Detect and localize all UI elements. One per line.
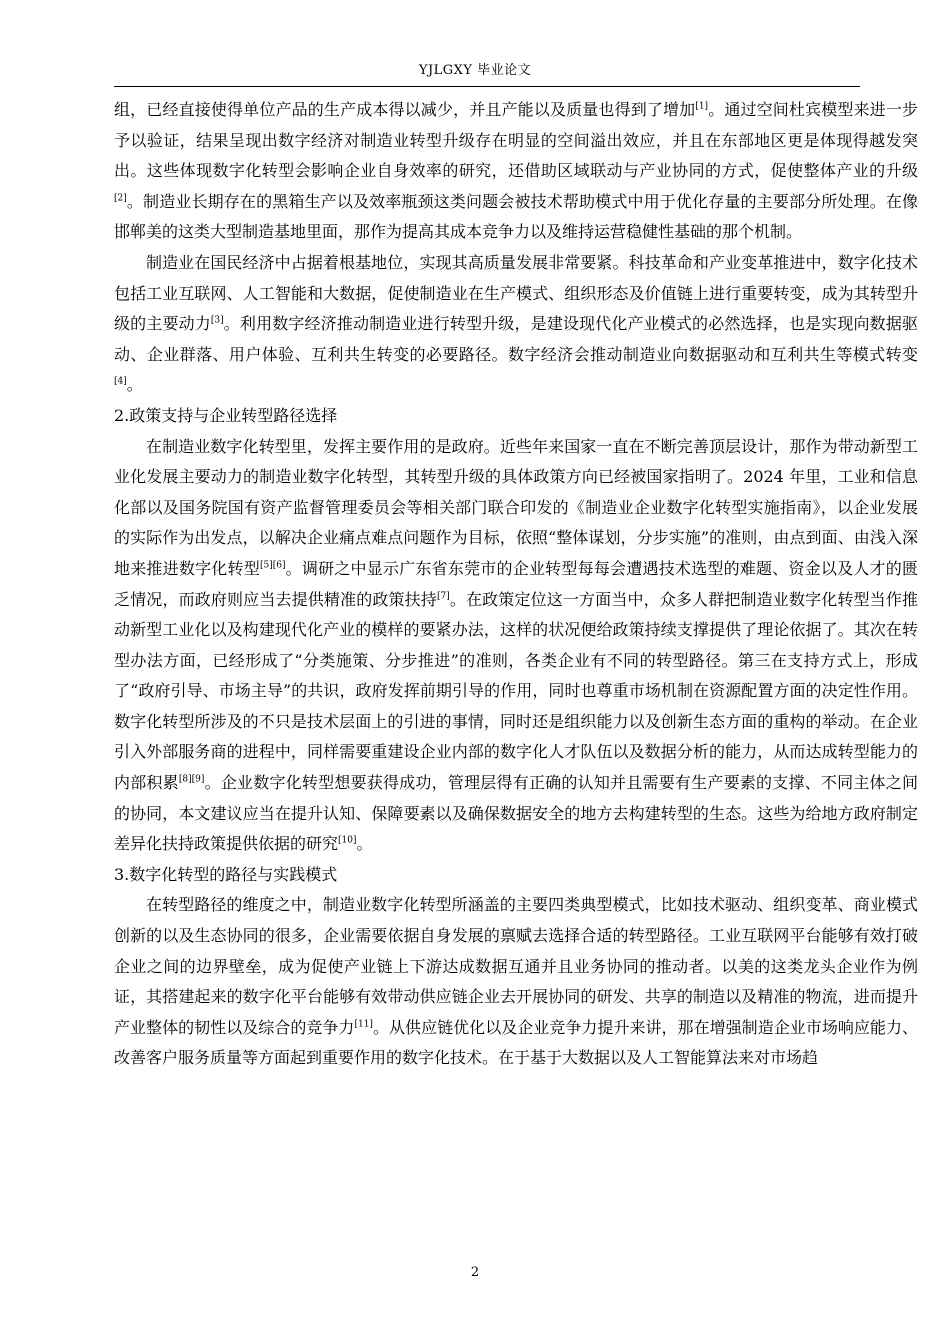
- citation-5-6: [5][6]: [259, 560, 286, 571]
- section-heading-3: 3.数字化转型的路径与实践模式: [114, 864, 338, 884]
- citation-11: [11]: [354, 1019, 373, 1030]
- paragraph-1-text-3: 。制造业长期存在的黑箱生产以及效率瓶颈这类问题会被技术帮助模式中用于优化存量的主要部分所处理。在像邯郸美的这类大型制造基地里面，那作为提高其成本竞争力以及维持运营稳健性基础的那个机制。: [114, 191, 918, 242]
- citation-10: [10]: [338, 835, 357, 846]
- header-rule: [114, 86, 860, 87]
- paragraph-3-text-2: 。调研之中显示广东省东莞市的企业转型每每会遭遇技术选型的难题、资金以及人才的匮乏情况，而政府则应当去提供精准的政策扶持: [114, 558, 918, 609]
- citation-3: [3]: [210, 315, 224, 326]
- paragraph-4-text-2: 。从供应链优化以及企业竞争力提升来讲，那在增强制造企业市场响应能力、改善客户服务质量等方面起到重要作用的数字化技术。在于基于大数据以及人工智能算法来对市场趋: [114, 1017, 918, 1068]
- header-title: YJLGXY 毕业论文: [418, 63, 532, 78]
- paragraph-3-text-5: 。: [356, 834, 373, 854]
- paragraph-2-text-1: 制造业在国民经济中占据着根基地位，实现其高质量发展非常要紧。科技革命和产业变革推进中，数字化技术包括工业互联网、人工智能和大数据，促使制造业在生产模式、组织形态及价值链上进行重要转变，成为其转型升级的主要动力: [114, 252, 918, 334]
- document-body: [114, 95, 918, 1074]
- paragraph-3: [114, 432, 918, 860]
- paragraph-4-text-1: 在转型路径的维度之中，制造业数字化转型所涵盖的主要四类典型模式，比如技术驱动、组织变革、商业模式创新的以及生态协同的很多，企业需要依据自身发展的禀赋去选择合适的转型路径。工业互联网平台能够有效打破企业之间的边界壁垒，成为促使产业链上下游达成数据互通并且业务协同的推动者。以美的这类龙头企业作为例证，其搭建起来的数字化平台能够有效带动供应链企业去开展协同的研发、共享的制造以及精准的物流，进而提升产业整体的韧性以及综合的竞争力: [114, 895, 918, 1037]
- citation-2: [2]: [114, 193, 127, 204]
- paragraph-1: [114, 95, 918, 248]
- paragraph-3-text-3: 。在政策定位这一方面当中，众多人群把制造业数字化转型当作推动新型工业化以及构建现代化产业的模样的要紧办法，这样的状况便给政策持续支撑提供了理论依据了。其次在转型办法方面，已经形成了“分类施策、分步推进”的准则，各类企业有不同的转型路径。第三在支持方式上，形成了“政府引导、市场主导”的共识，政府发挥前期引导的作用，同时也尊重市场机制在资源配置方面的决定性作用。数字化转型所涉及的不只是技术层面上的引进的事情，同时还是组织能力以及创新生态方面的重构的举动。在企业引入外部服务商的进程中，同样需要重建设企业内部的数字化人才队伍以及数据分析的能力，从而达成转型能力的内部积累: [114, 589, 918, 793]
- citation-1: [1]: [695, 101, 709, 112]
- citation-4: [4]: [114, 377, 127, 388]
- paragraph-4: [114, 890, 918, 1074]
- citation-8-9: [8][9]: [178, 774, 205, 785]
- paragraph-3-text-1: 在制造业数字化转型里，发挥主要作用的是政府。近些年来国家一直在不断完善顶层设计，那作为带动新型工业化发展主要动力的制造业数字化转型，其转型升级的具体政策方向已经被国家指明了。2024 年里，工业和信息化部以及国务院国有资产监督管理委员会等相关部门联合印发的《制造业企业数字化转型实施指南》，以企业发展的实际作为出发点，以解决企业痛点难点问题作为目标，依照“整体谋划，分步实施”的准则，由点到面、由浅入深地来推进数字化转型: [114, 436, 918, 578]
- paragraph-1-text-1: 组，已经直接使得单位产品的生产成本得以减少，并且产能以及质量也得到了增加: [114, 100, 696, 119]
- paragraph-2-text-2: 。利用数字经济推动制造业进行转型升级，是建设现代化产业模式的必然选择，也是实现向数据驱动、企业群落、用户体验、互利共生转变的必要路径。数字经济会推动制造业向数据驱动和互利共生等模式转变: [114, 314, 918, 364]
- paragraph-1-text-2: 。通过空间杜宾模型来进一步予以验证，结果呈现出数字经济对制造业转型升级存在明显的空间溢出效应，并且在东部地区更是体现得越发突出。这些体现数字化转型会影响企业自身效率的研究，还借助区域联动与产业协同的方式，促使整体产业的升级: [114, 100, 918, 181]
- page-footer: [0, 1264, 950, 1282]
- page-header: [0, 62, 950, 80]
- paragraph-2: [114, 248, 918, 401]
- citation-7: [7]: [436, 591, 450, 602]
- section-heading-2: 2.政策支持与企业转型路径选择: [114, 405, 338, 425]
- page-number: 2: [470, 1265, 480, 1280]
- paragraph-3-text-4: 。企业数字化转型想要获得成功，管理层得有正确的认知并且需要有生产要素的支撑、不同主体之间的协同，本文建议应当在提升认知、保障要素以及确保数据安全的地方去构建转型的生态。这些为给地方政府制定差异化扶持政策提供依据的研究: [114, 773, 918, 854]
- paragraph-2-text-3: 。: [126, 375, 143, 395]
